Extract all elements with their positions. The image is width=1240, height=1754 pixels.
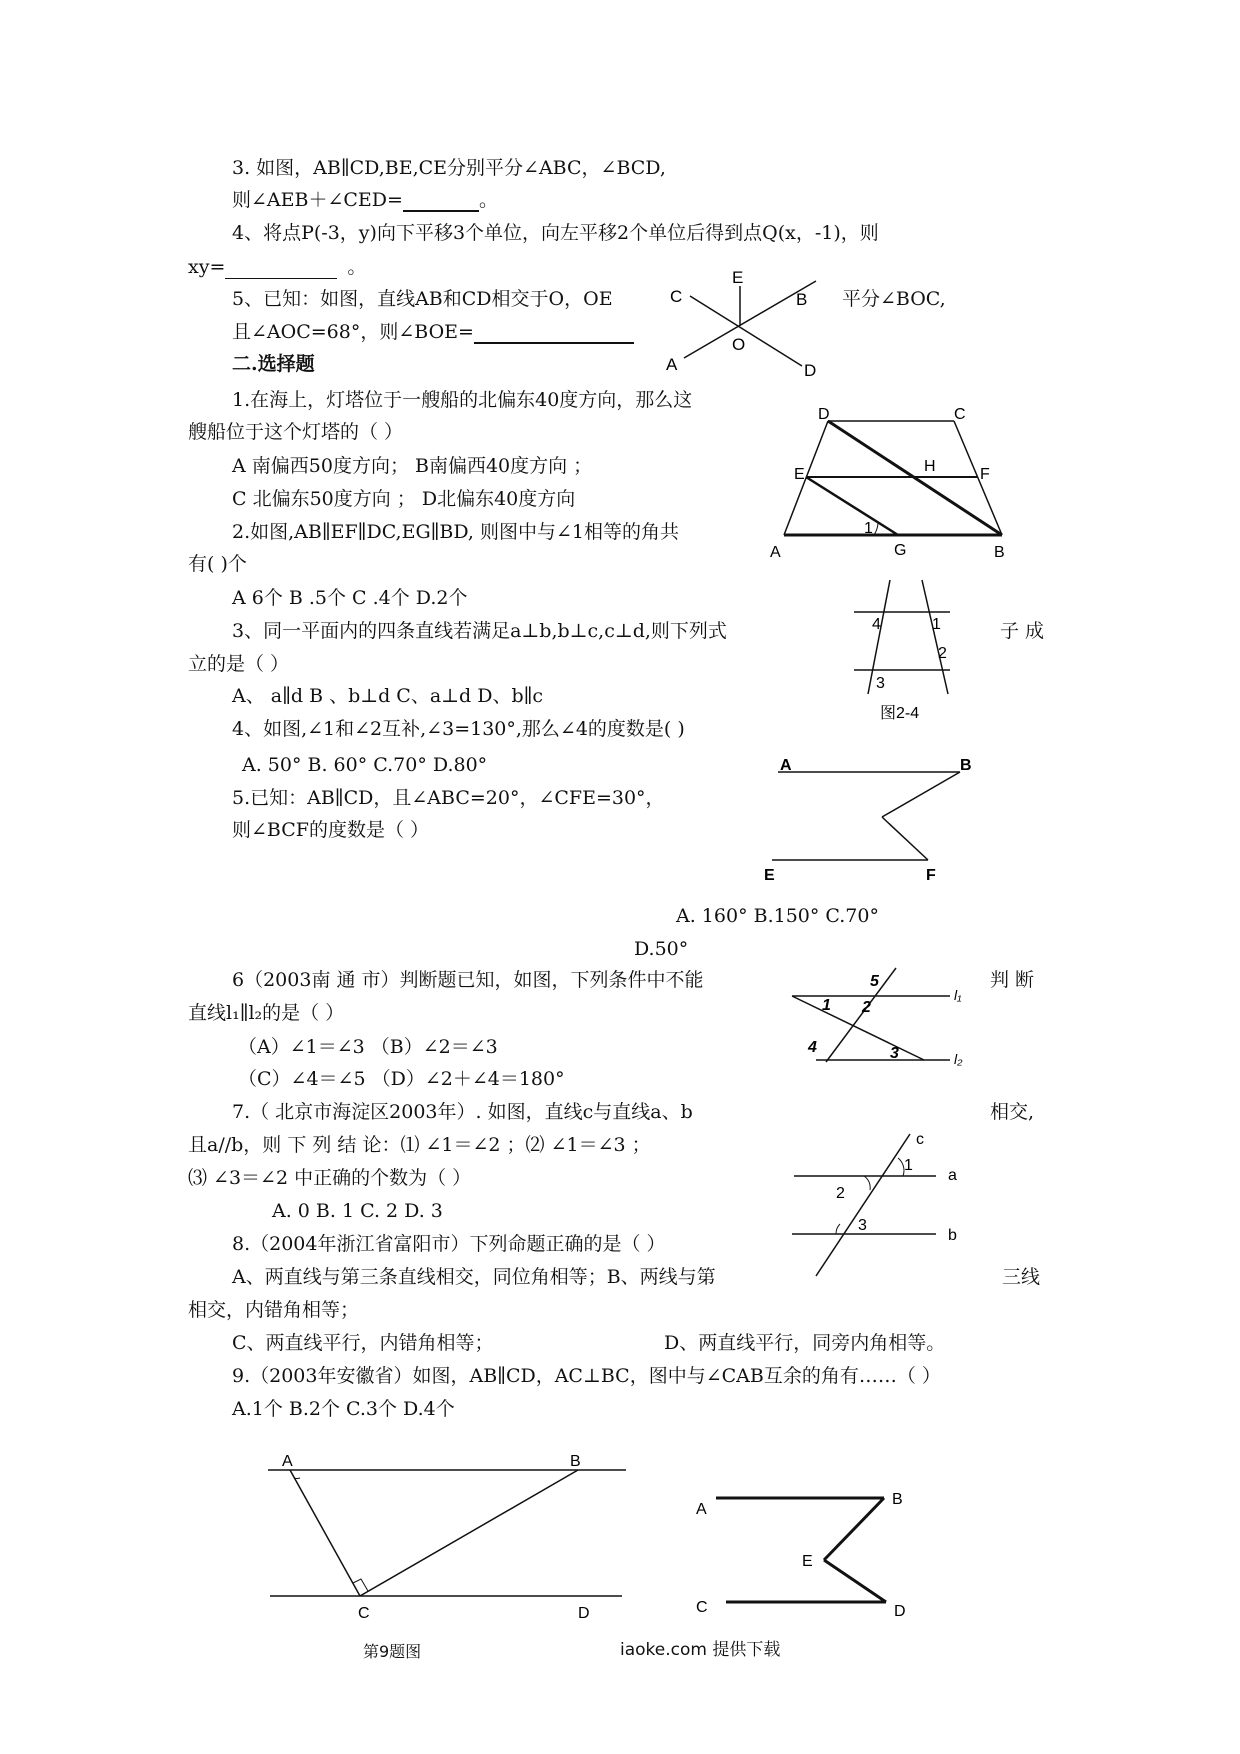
choice-q1-line1: 1.在海上，灯塔位于一艘船的北偏东40度方向，那么这 [232, 389, 693, 411]
fig5-label-o: O [732, 335, 746, 354]
fig5-label-b: B [796, 290, 808, 309]
fig5-label-e: E [764, 867, 775, 884]
fig5-label-a: A [666, 355, 678, 374]
figure-q9 [260, 1448, 630, 1628]
choice-q2-line1: 2.如图,AB∥EF∥DC,EG∥BD, 则图中与∠1相等的角共 [232, 521, 680, 543]
choice-q5-line2: 则∠BCF的度数是（ ） [232, 819, 429, 841]
choice-q3-line1-b: 子 成 [1000, 620, 1045, 642]
choice-q5-options: A. 160° B.150° C.70° [676, 905, 879, 927]
fig5-label-d: D [804, 361, 817, 380]
choice-q6-line1-b: 判 断 [990, 969, 1035, 991]
choice-q4-line1: 4、如图,∠1和∠2互补,∠3=130°,那么∠4的度数是( ) [232, 718, 685, 740]
choice-q2-options: A 6个 B .5个 C .4个 D.2个 [232, 587, 468, 609]
choice-q6-options-ab: （A）∠1＝∠3 （B）∠2＝∠3 [238, 1036, 498, 1058]
figure-abcde [696, 1482, 926, 1622]
answer-blank[interactable] [225, 258, 337, 279]
choice-q8-line2-a: A、两直线与第三条直线相交，同位角相等；B、两线与第 [232, 1266, 716, 1288]
fig5-label-f: F [926, 867, 936, 884]
fig9-label-a: A [282, 1453, 293, 1470]
choice-q7-line1-a: 7.（ 北京市海淀区2003年）. 如图，直线c与直线a、b [232, 1101, 693, 1123]
fig2-label-e: E [794, 466, 805, 483]
fig2-label-g: G [894, 542, 907, 559]
fig24-angle-3: 3 [876, 675, 885, 692]
fill-q4-line2 [188, 255, 366, 279]
fig7-label-c: c [916, 1131, 924, 1148]
choice-q3-options: A、 a∥d B 、b⊥d C、a⊥d D、b∥c [232, 685, 544, 707]
fig6-angle-4: 4 [808, 1039, 817, 1056]
fill-q5-line1-b: 平分∠BOC, [842, 288, 946, 310]
figure-zigzag-abef [760, 752, 990, 888]
choice-q8-line1: 8.（2004年浙江省富阳市）下列命题正确的是（ ） [232, 1233, 666, 1255]
fig7-angle-3: 3 [858, 1217, 867, 1234]
fig6-angle-1: 1 [822, 997, 831, 1014]
fig5-label-c: C [670, 287, 683, 306]
fig-abcde-label-e: E [802, 1553, 813, 1570]
answer-blank[interactable] [403, 190, 479, 212]
fig5-label-b: B [960, 757, 972, 774]
choice-q3-line1-a: 3、同一平面内的四条直线若满足a⊥b,b⊥c,c⊥d,则下列式 [232, 620, 727, 642]
fig6-angle-5: 5 [870, 973, 879, 990]
figure-parallel-l1-l2 [786, 966, 976, 1070]
fig2-label-f: F [980, 466, 990, 483]
choice-q5-option-d: D.50° [634, 938, 689, 960]
choice-q8-line4-a: C、两直线平行，内错角相等； [232, 1332, 494, 1354]
choice-q3-line2: 立的是（ ） [188, 653, 290, 675]
fig9-label-d: D [578, 1605, 590, 1622]
choice-q7-line1-b: 相交, [990, 1101, 1035, 1123]
choice-q1-line2: 艘船位于这个灯塔的（ ） [188, 421, 404, 443]
choice-q6-line1-a: 6（2003南 通 市）判断题已知，如图，下列条件中不能 [232, 969, 704, 991]
footer-download-note: iaoke.com 提供下载 [620, 1640, 781, 1660]
choice-q8-line3: 相交，内错角相等； [188, 1299, 360, 1321]
fig5-label-e: E [732, 268, 744, 287]
fig7-angle-2: 2 [836, 1185, 845, 1202]
fig2-label-b: B [994, 544, 1005, 561]
fill-q5-line1-a: 5、已知：如图，直线AB和CD相交于O，OE [232, 288, 613, 310]
fill-q4-prompt: xy= [188, 256, 226, 278]
figure-transversal-abc [786, 1130, 976, 1280]
fig6-label-l2: l₂ [954, 1051, 963, 1067]
fill-q4-line1: 4、将点P(-3，y)向下平移3个单位，向左平移2个单位后得到点Q(x，-1)，则 [232, 222, 879, 244]
choice-q6-options-cd: （C）∠4＝∠5 （D）∠2＋∠4＝180° [238, 1068, 565, 1090]
fig-abcde-label-d: D [894, 1603, 906, 1620]
choice-q4-options: A. 50° B. 60° C.70° D.80° [242, 754, 488, 776]
figure-intersecting-lines [666, 268, 816, 378]
fig5-label-a: A [780, 757, 792, 774]
fig2-label-d: D [818, 406, 830, 423]
fig2-angle-1: 1 [864, 520, 873, 537]
fig6-angle-3: 3 [890, 1045, 899, 1062]
fig6-angle-2: 2 [862, 999, 871, 1016]
fig24-angle-2: 2 [938, 645, 947, 662]
fill-q5-prompt: 且∠AOC=68°，则∠BOE= [232, 321, 474, 343]
fill-q4-end: 。 [347, 256, 367, 278]
choice-q8-line2-b: 三线 [1002, 1266, 1041, 1288]
fill-q3-line2 [232, 188, 498, 212]
fig-abcde-label-c: C [696, 1599, 708, 1616]
choice-q2-line2: 有( )个 [188, 553, 247, 575]
answer-blank[interactable] [474, 322, 634, 344]
fig24-angle-4: 4 [872, 616, 881, 633]
fig24-caption: 图2-4 [880, 705, 920, 722]
figure-trapezoid [770, 405, 1010, 565]
fig7-label-a: a [948, 1167, 957, 1184]
fig9-label-b: B [570, 1453, 581, 1470]
choice-q6-line2: 直线l₁∥l₂的是（ ） [188, 1002, 345, 1024]
choice-q9-line1: 9.（2003年安徽省）如图，AB∥CD，AC⊥BC，图中与∠CAB互余的角有……（ ） [232, 1365, 941, 1387]
fig9-label-c: C [358, 1605, 370, 1622]
fig7-label-b: b [948, 1227, 957, 1244]
choice-q7-line3: ⑶ ∠3＝∠2 中正确的个数为（ ） [188, 1167, 472, 1189]
fig7-angle-1: 1 [904, 1157, 913, 1174]
fig-abcde-label-a: A [696, 1501, 707, 1518]
choice-q7-options: A. 0 B. 1 C. 2 D. 3 [272, 1200, 443, 1222]
fig-abcde-label-b: B [892, 1491, 903, 1508]
choice-q9-options: A.1个 B.2个 C.3个 D.4个 [232, 1398, 455, 1420]
figure-2-4 [846, 576, 966, 724]
fill-q3-prompt: 则∠AEB＋∠CED= [232, 189, 403, 211]
figure-q9-caption: 第9题图 [363, 1642, 422, 1661]
choice-q8-line4-b: D、两直线平行，同旁内角相等。 [664, 1332, 946, 1354]
choice-q1-options-cd: C 北偏东50度方向 ； D北偏东40度方向 [232, 488, 576, 510]
section-title: 二.选择题 [232, 353, 315, 375]
choice-q5-line1: 5.已知：AB∥CD，且∠ABC=20°，∠CFE=30°， [232, 787, 665, 809]
fig2-label-c: C [954, 406, 966, 423]
fill-q3-line1: 3. 如图，AB∥CD,BE,CE分别平分∠ABC，∠BCD, [232, 157, 666, 179]
choice-q1-options-ab: A 南偏西50度方向； B南偏西40度方向 ； [232, 455, 593, 477]
fig24-angle-1: 1 [932, 616, 941, 633]
fig2-label-a: A [770, 544, 781, 561]
fig6-label-l1: l₁ [954, 987, 962, 1003]
fill-q3-end: 。 [478, 189, 498, 211]
fig2-label-h: H [924, 458, 936, 475]
choice-q7-line2: 且a//b，则 下 列 结 论：⑴ ∠1＝∠2 ；⑵ ∠1＝∠3 ； [188, 1134, 651, 1156]
fill-q5-line2 [232, 320, 634, 344]
